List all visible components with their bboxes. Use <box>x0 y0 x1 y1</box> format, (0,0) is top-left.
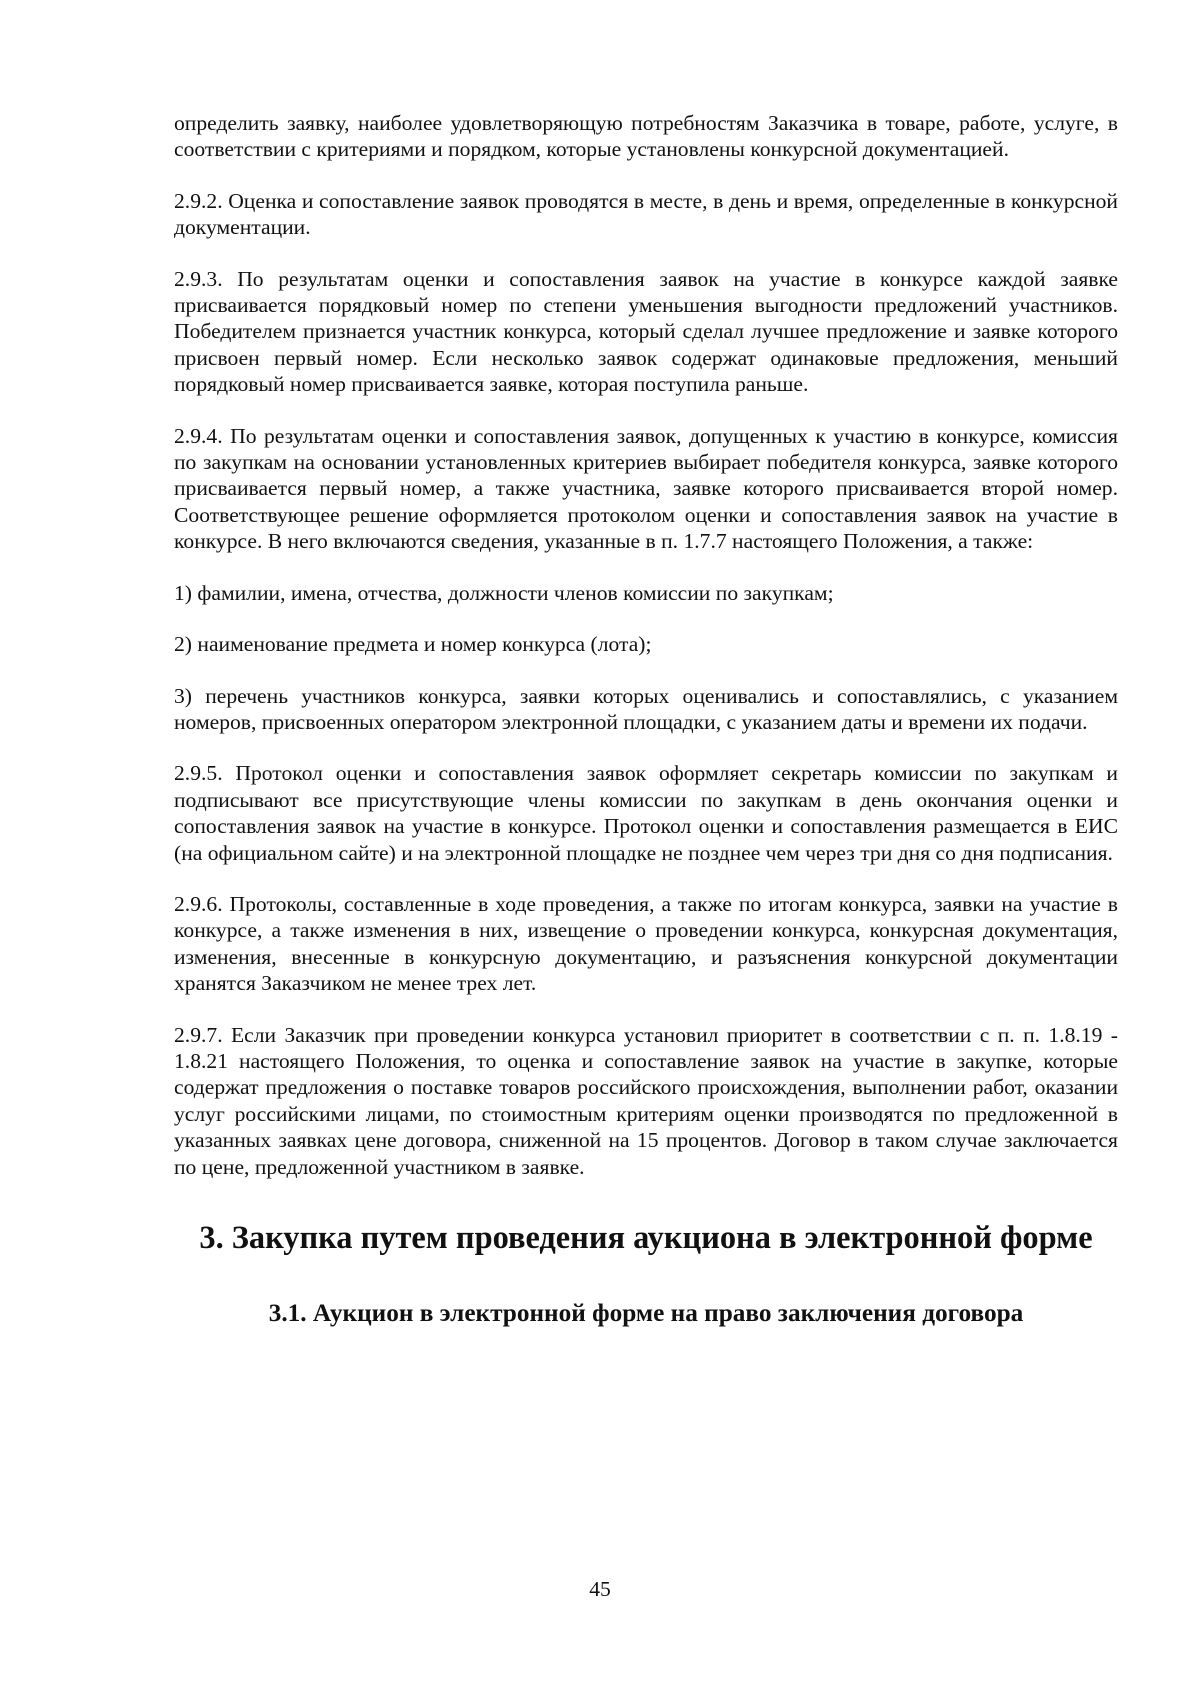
paragraph-2-9-7: 2.9.7. Если Заказчик при проведении конкурса установил приоритет в соответствии с п. п. 1.8.19 - 1.8.21 настоящего Положения, то оценка и сопоставление заявок на участие в закупке, которые содержат предложения о поставке товаров российского происхождения, выполнении работ, оказании услуг российскими лицами, по стоимостным критериям оценки производятся по предложенной в указанных заявках цене договора, сниженной на 15 процентов. Договор в таком случае заключается по цене, предложенной участником в заявке. <box>174 1022 1118 1179</box>
subsection-heading: 3.1. Аукцион в электронной форме на право заключения договора <box>268 1299 1024 1328</box>
page-number: 45 <box>589 1577 611 1601</box>
section-heading: 3. Закупка путем проведения аукциона в электронной форме <box>199 1220 1093 1256</box>
paragraph-continuation: определить заявку, наиболее удовлетворяющую потребностям Заказчика в товаре, работе, услуге, в соответствии с критериями и порядком, которые установлены конкурсной документацией. <box>174 111 1118 162</box>
paragraph-2-9-6: 2.9.6. Протоколы, составленные в ходе проведения, а также по итогам конкурса, заявки на участие в конкурсе, а также изменения в них, извещение о проведении конкурса, конкурсная документация, изменения, внесенные в конкурсную документацию, и разъяснения конкурсной документации хранятся Заказчиком не менее трех лет. <box>174 891 1118 996</box>
paragraph-2-9-4: 2.9.4. По результатам оценки и сопоставления заявок, допущенных к участию в конкурсе, комиссия по закупкам на основании установленных критериев выбирает победителя конкурса, заявке которого присваивается первый номер, а также участника, заявке которого присваивается второй номер. Соответствующее решение оформляется протоколом оценки и сопоставления заявок на участие в конкурсе. В него включаются сведения, указанные в п. 1.7.7 настоящего Положения, а также: <box>174 423 1118 554</box>
list-item-1: 1) фамилии, имена, отчества, должности членов комиссии по закупкам; <box>174 580 834 605</box>
paragraph-2-9-3: 2.9.3. По результатам оценки и сопоставления заявок на участие в конкурсе каждой заявке присваивается порядковый номер по степени уменьшения выгодности предложений участников. Победителем признается участник конкурса, который сделал лучшее предложение и заявке которого присвоен первый номер. Если несколько заявок содержат одинаковые предложения, меньший порядковый номер присваивается заявке, которая поступила раньше. <box>174 266 1118 397</box>
list-item-3: 3) перечень участников конкурса, заявки которых оценивались и сопоставлялись, с указанием номеров, присвоенных оператором электронной площадки, с указанием даты и времени их подачи. <box>174 683 1118 734</box>
document-page <box>174 110 1118 1327</box>
list-item-2: 2) наименование предмета и номер конкурса (лота); <box>174 632 652 657</box>
paragraph-2-9-5: 2.9.5. Протокол оценки и сопоставления заявок оформляет секретарь комиссии по закупкам и подписывают все присутствующие члены комиссии по закупкам в день окончания оценки и сопоставления заявок на участие в конкурсе. Протокол оценки и сопоставления размещается в ЕИС (на официальном сайте) и на электронной площадке не позднее чем через три дня со дня подписания. <box>174 761 1118 865</box>
paragraph-2-9-2: 2.9.2. Оценка и сопоставление заявок проводятся в месте, в день и время, определенные в конкурсной документации. <box>174 188 1118 240</box>
